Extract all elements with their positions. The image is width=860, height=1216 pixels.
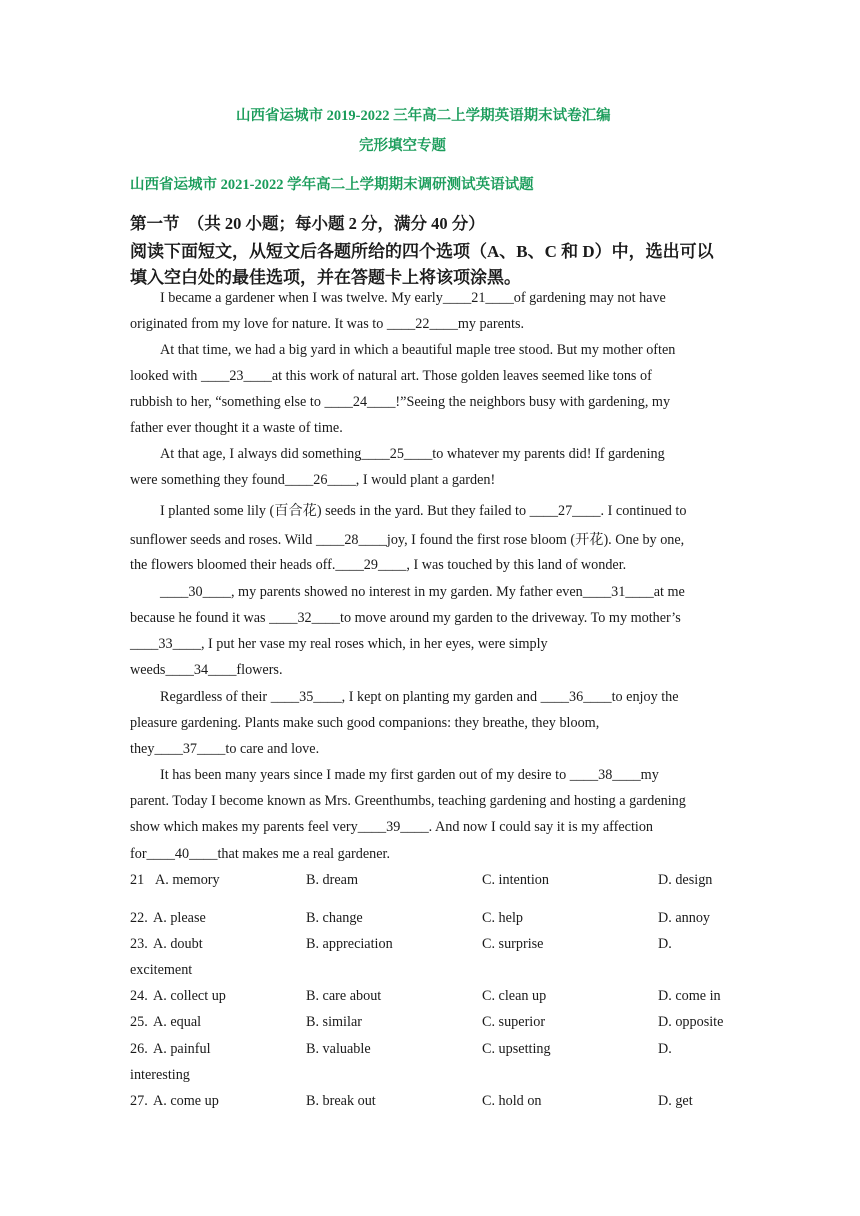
blank-37: ____37____ [154,741,226,757]
blank-23: ____23____ [200,368,272,384]
option-c: C. intention [482,872,549,888]
option-b: B. dream [306,872,359,888]
blank-36: ____36____ [540,689,612,705]
passage-line: parent. Today I become known as Mrs. Greenthumbs, teaching gardening and hosting a gardening [130,793,686,809]
option-c: C. surprise [482,936,544,952]
blank-21: ____21____ [442,290,514,306]
option-d: D. annoy [658,910,711,926]
passage-line: for____40____that makes me a real gardener. [130,846,391,862]
blank-22: ____22____ [386,316,458,332]
option-d: D. get [658,1093,693,1109]
option-a: A. please [153,910,206,926]
passage-line: ____33____, I put her vase my real roses which, in her eyes, were simply [130,636,548,652]
option-a: A. collect up [153,988,226,1004]
blank-25: ____25____ [361,446,433,462]
instruction-line-2: 填入空白处的最佳选项，并在答题卡上将该项涂黑。 [130,268,521,287]
option-b: B. valuable [306,1041,371,1057]
blank-24: ____24____ [324,394,396,410]
option-c: C. hold on [482,1093,542,1109]
question-number: 26. [130,1041,148,1057]
passage-line: I became a gardener when I was twelve. My early____21____of gardening may not have [160,290,666,306]
passage-line: pleasure gardening. Plants make such good companions: they breathe, they bloom, [130,715,600,731]
option-d: D. [658,936,672,952]
passage-line: father ever thought it a waste of time. [130,420,343,436]
option-c: C. help [482,910,523,926]
question-number: 22. [130,910,148,926]
blank-33: ____33____ [130,636,201,652]
passage-line: originated from my love for nature. It was to ____22____my parents. [130,316,525,332]
passage-line: looked with ____23____at this work of natural art. Those golden leaves seemed like tons of [130,368,652,384]
blank-39: ____39____ [357,819,429,835]
blank-32: ____32____ [269,610,341,626]
option-d: D. design [658,872,713,888]
question-number: 27. [130,1093,148,1109]
option-a: A. memory [155,872,220,888]
question-number: 21 [130,872,145,888]
option-c: C. superior [482,1014,546,1030]
passage-line: I planted some lily (百合花) seeds in the yard. But they failed to ____27____. I continued to [160,503,687,519]
passage-line: were something they found____26____, I would plant a garden! [130,472,496,488]
passage-line: sunflower seeds and roses. Wild ____28____joy, I found the first rose bloom (开花). One by one, [130,532,685,548]
passage-line: weeds____34____flowers. [130,662,283,678]
option-d: D. come in [658,988,721,1004]
exam-title: 山西省运城市 2021-2022 学年高二上学期期末调研测试英语试题 [130,177,534,193]
section-heading: 第一节 （共 20 小题；每小题 2 分，满分 40 分） [130,214,485,233]
blank-34: ____34____ [165,662,237,678]
blank-28: ____28____ [315,532,387,548]
option-d-wrap: excitement [130,962,193,978]
option-c: C. clean up [482,988,547,1004]
blank-31: ____31____ [582,584,654,600]
blank-40: ____40____ [146,846,218,862]
option-d: D. opposite [658,1014,724,1030]
option-d-wrap: interesting [130,1067,190,1083]
option-a: A. come up [153,1093,219,1109]
document-subtitle: 完形填空专题 [359,138,446,154]
option-b: B. similar [306,1014,362,1030]
question-number: 25. [130,1014,148,1030]
blank-27: ____27____ [529,503,601,519]
option-b: B. appreciation [306,936,393,952]
option-a: A. painful [153,1041,211,1057]
option-c: C. upsetting [482,1041,551,1057]
blank-29: ____29____ [335,557,407,573]
passage-line: because he found it was ____32____to move around my garden to the driveway. To my mother’s [130,610,681,626]
passage-line: At that time, we had a big yard in which a beautiful maple tree stood. But my mother often [160,342,676,358]
instruction-line-1: 阅读下面短文，从短文后各题所给的四个选项（A、B、C 和 D）中，选出可以 [130,242,714,261]
blank-26: ____26____ [284,472,356,488]
passage-line: At that age, I always did something____25____to whatever my parents did! If gardening [160,446,665,462]
question-number: 24. [130,988,148,1004]
passage-line: they____37____to care and love. [130,741,320,757]
option-d: D. [658,1041,672,1057]
blank-35: ____35____ [270,689,342,705]
document-title: 山西省运城市 2019-2022 三年高二上学期英语期末试卷汇编 [236,108,611,124]
passage-line: ____30____, my parents showed no interest in my garden. My father even____31____at me [160,584,685,600]
passage-line: Regardless of their ____35____, I kept on planting my garden and ____36____to enjoy the [160,689,679,705]
option-b: B. change [306,910,363,926]
passage-line: show which makes my parents feel very____39____. And now I could say it is my affection [130,819,654,835]
passage-line: It has been many years since I made my first garden out of my desire to ____38____my [160,767,659,783]
passage-line: rubbish to her, “something else to ____24____!”Seeing the neighbors busy with gardening, my [130,394,671,410]
blank-38: ____38____ [569,767,641,783]
passage-line: the flowers bloomed their heads off.____29____, I was touched by this land of wonder. [130,557,627,573]
option-b: B. break out [306,1093,376,1109]
option-a: A. equal [153,1014,202,1030]
question-number: 23. [130,936,148,952]
blank-30: ____30____ [160,584,231,600]
option-b: B. care about [306,988,382,1004]
option-a: A. doubt [153,936,203,952]
